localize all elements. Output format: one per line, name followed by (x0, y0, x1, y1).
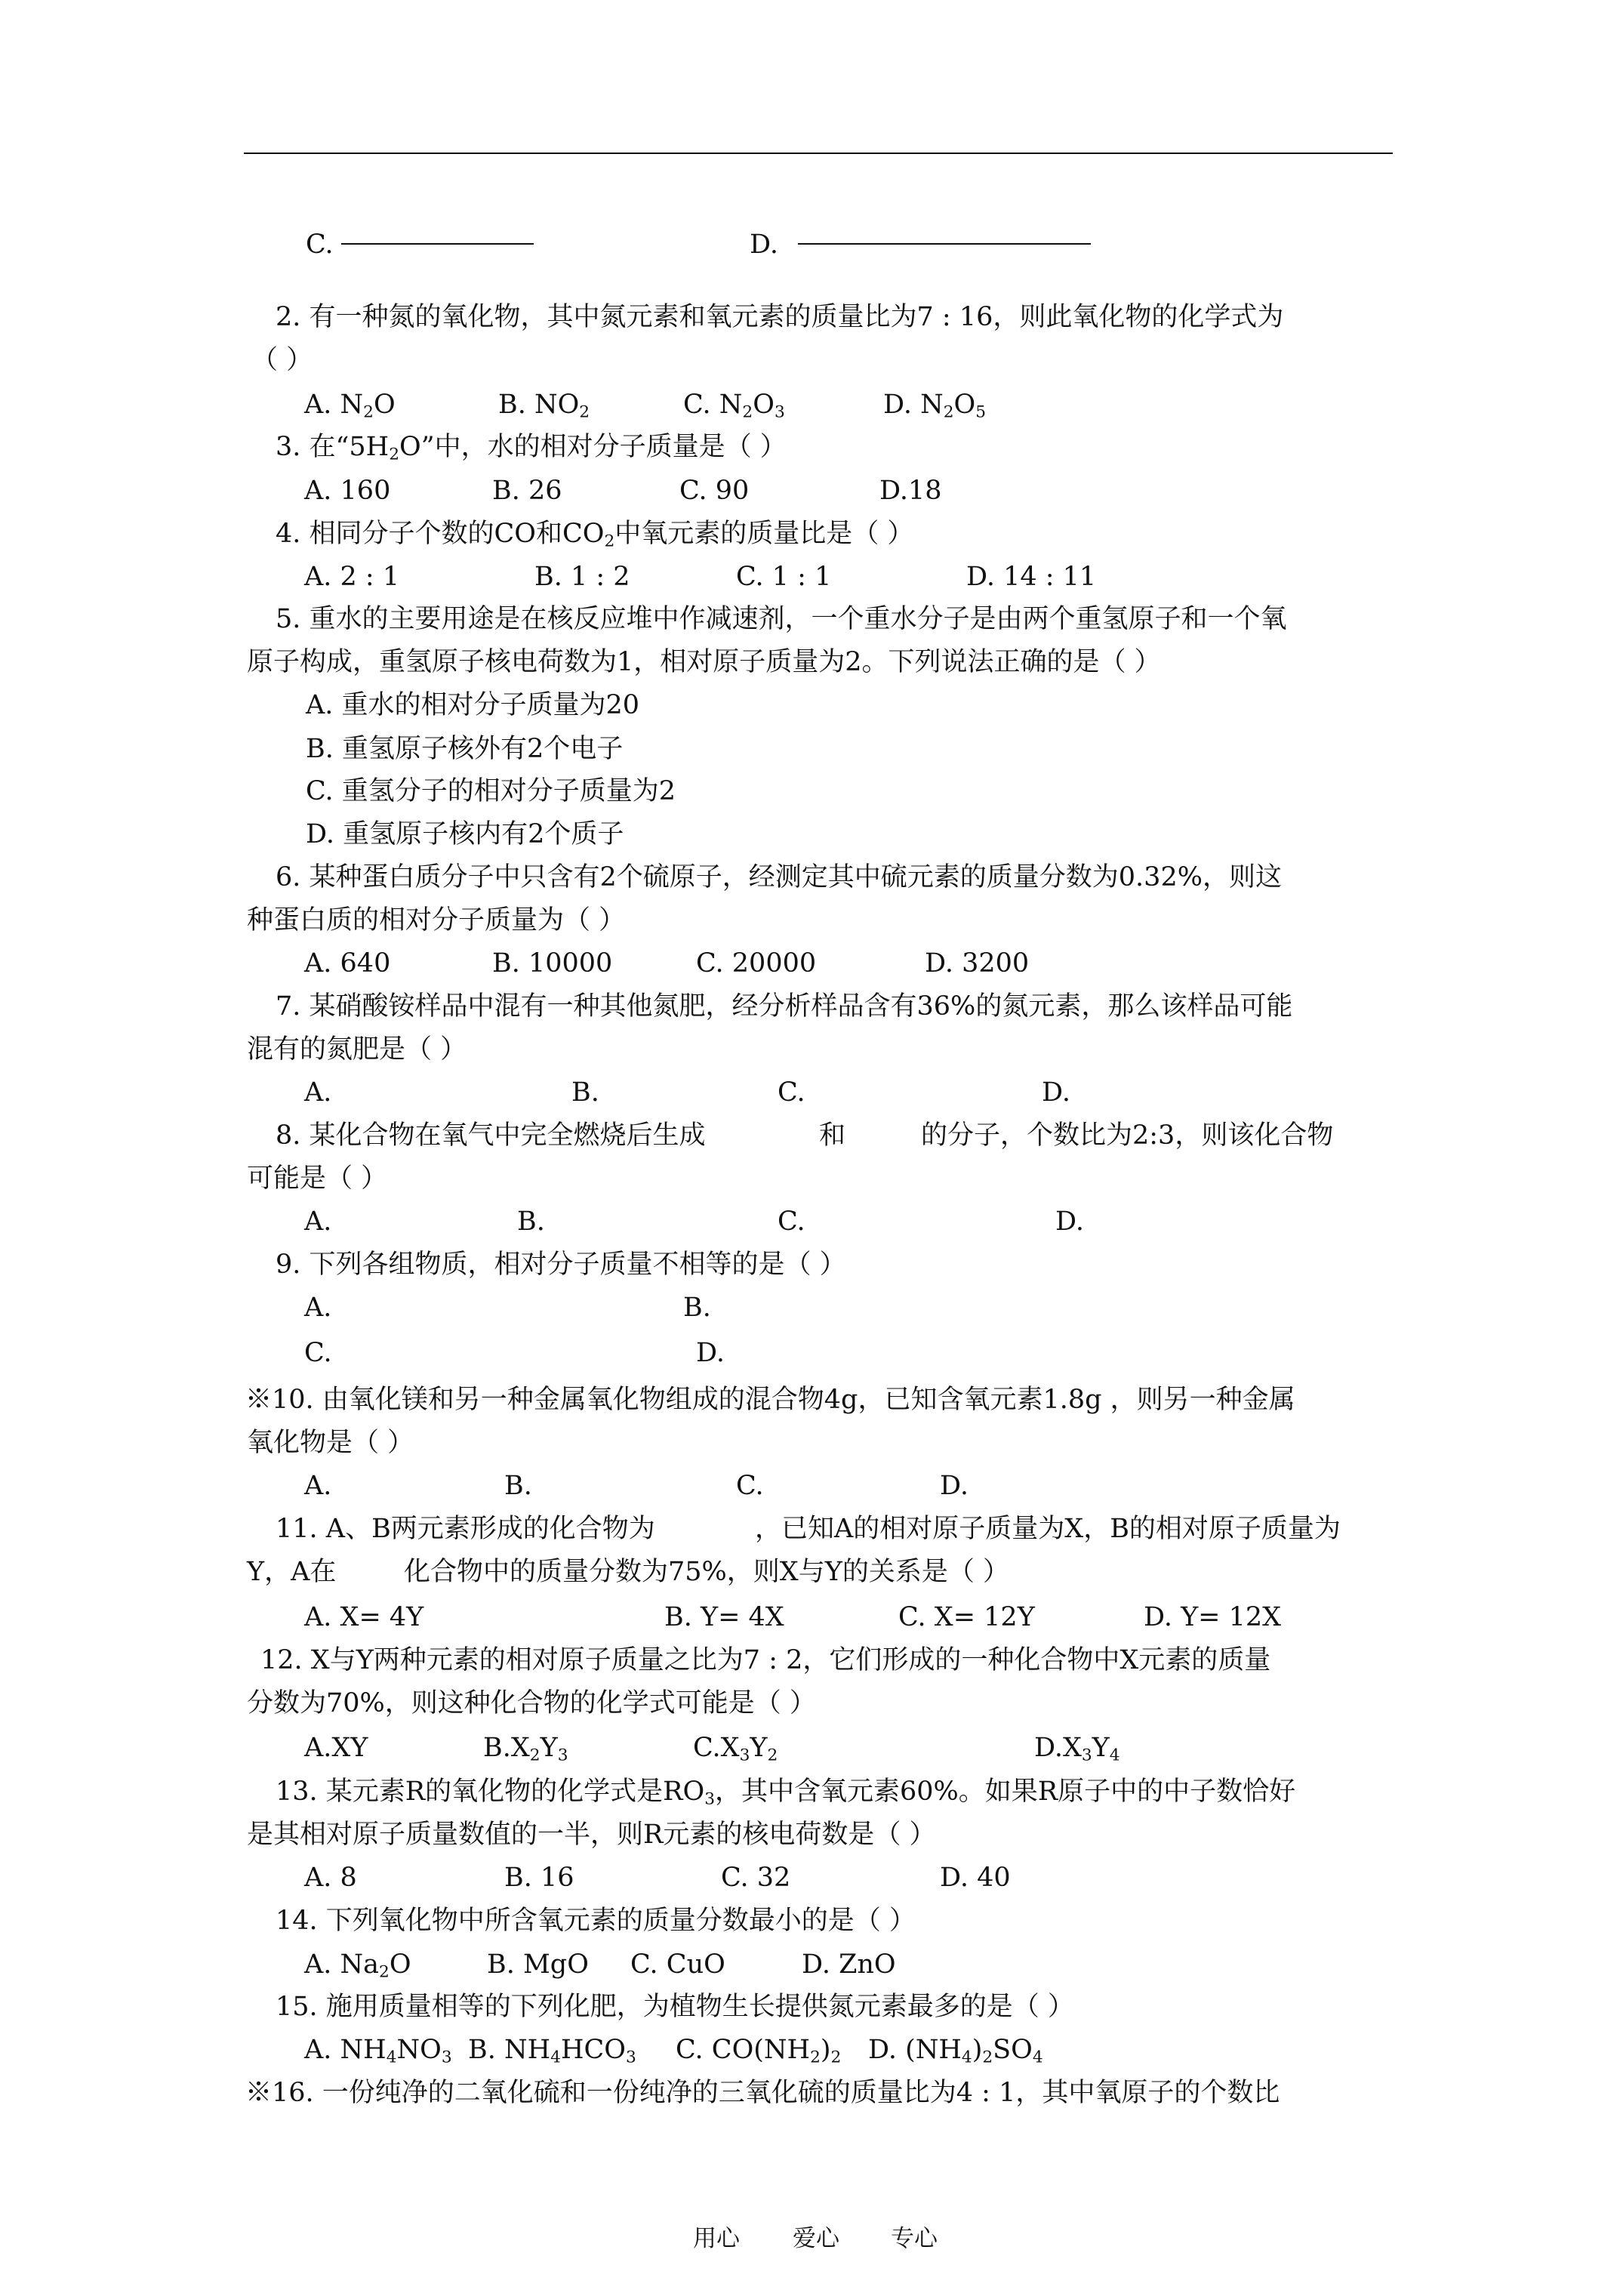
q4-option-c: C. 1 : 1 (736, 562, 832, 592)
footer-text-3: 专心 (891, 2225, 938, 2252)
q6-option-b: B. 10000 (492, 948, 613, 978)
q3-option-d: D.18 (879, 476, 942, 506)
q11-option-a: A. X= 4Y (304, 1602, 424, 1632)
q9-option-c: C. (304, 1338, 332, 1368)
q14-option-b: B. MgO (487, 1949, 589, 1980)
q2-stem-line2: （ ） (251, 345, 313, 375)
q6-option-a: A. 640 (304, 948, 391, 978)
q6-stem-line2: 种蛋白质的相对分子质量为（ ） (247, 905, 626, 935)
footer-text-2: 爱心 (793, 2225, 839, 2252)
q13-option-b: B. 16 (504, 1863, 574, 1893)
q14-stem: 14. 下列氧化物中所含氧元素的质量分数最小的是（ ） (276, 1906, 916, 1936)
q6-stem-line1: 6. 某种蛋白质分子中只含有2个硫原子，经测定其中硫元素的质量分数为0.32%，则这 (276, 862, 1282, 892)
q7-stem-line2: 混有的氮肥是（ ） (247, 1034, 467, 1065)
q6-option-c: C. 20000 (696, 948, 817, 978)
q8-stem-line2: 可能是（ ） (247, 1163, 388, 1194)
q5-stem-line1: 5. 重水的主要用途是在核反应堆中作减速剂，一个重水分子是由两个重氢原子和一个氧 (276, 604, 1287, 634)
q1-option-d: D. (750, 230, 778, 260)
q4-option-d: D. 14 : 11 (966, 562, 1097, 592)
q15-option-d: D. $(NH_4)_2SO_4$ (868, 2035, 1043, 2067)
q14-option-a: A. $Na_2O$ (304, 1949, 411, 1982)
q14-option-d: D. ZnO (802, 1949, 896, 1980)
q2-option-d: D. $N_2O_5$ (883, 390, 987, 422)
q9-stem: 9. 下列各组物质，相对分子质量不相等的是（ ） (276, 1250, 846, 1280)
q11-option-c: C. X= 12Y (898, 1602, 1035, 1632)
q13-stem-line1: 13. 某元素R的氧化物的化学式是$RO_3$，其中含氧元素60%。如果R原子中的中子数恰好 (276, 1777, 1296, 1809)
q3-option-c: C. 90 (679, 476, 750, 506)
q10-option-c: C. (736, 1471, 764, 1501)
q16-stem: ※16. 一份纯净的二氧化硫和一份纯净的三氧化硫的质量比为4 : 1，其中氧原子的个数比 (245, 2078, 1280, 2108)
q7-option-c: C. (778, 1077, 805, 1108)
q7-option-d: D. (1042, 1077, 1070, 1108)
q10-option-b: B. (504, 1471, 532, 1501)
q5-option-a: A. 重水的相对分子质量为20 (306, 690, 640, 720)
q1-option-c-blank (341, 243, 534, 245)
q5-stem-line2: 原子构成，重氢原子核电荷数为1，相对原子质量为2。下列说法正确的是（ ） (247, 647, 1161, 677)
q4-option-b: B. 1 : 2 (534, 562, 630, 592)
q8-option-d: D. (1055, 1207, 1084, 1237)
q1-option-c: C. (306, 230, 334, 260)
q2-stem-line1: 2. 有一种氮的氧化物，其中氮元素和氧元素的质量比为7 : 16，则此氧化物的化学式为 (276, 302, 1284, 332)
q9-option-a: A. (304, 1293, 332, 1323)
document-page: C. D. 2. 有一种氮的氧化物，其中氮元素和氧元素的质量比为7 : 16，则此氧化物的化学式为 （ ） A. $N_2O$ B. $NO_2$ C. $N_2O_3$ D. $N_2O_5$ 3. 在“$5H_2O$”中，水的相对分子质量是（ ） A. 160 B. 26 C. 90 D.18 4. 相同分子个数的CO和$CO_2$中氧元素的质量比是（ ） A. 2 : 1 B. 1 : 2 C. 1 : 1 D. 14 : 11 5. 重水的主要用途是在核反应堆中作减速剂，一个重水分子是由两个重氢原子和一个氧 原子构成，重氢原子核电荷数为1，相对原子质量为2。下列说法正确的是（ ） A. 重水的相对分子质量为20 B. 重氢原子核外有2个电子 C. 重氢分子的相对分子质量为2 D. 重氢原子核内有2个质子 6. 某种蛋白质分子中只含有2个硫原子，经测定其中硫元素的质量分数为0.32%，则这 种蛋白质的相对分子质量为（ ） A. 640 B. 10000 C. 20000 D. 3200 7. 某硝酸铵样品中混有一种其他氮肥，经分析样品含有36%的氮元素，那么该样品可能 混有的氮肥是（ ） A. B. C. D. 8. 某化合物在氧气中完全燃烧后生成 和 的分子，个数比为2:3，则该化合物 可能是（ ） A. B. C. D. 9. 下列各组物质，相对分子质量不相等的是（ ） A. B. C. D. ※10. 由氧化镁和另一种金属氧化物组成的混合物4g，已知含氧元素1.8g ，则另一种金属 氧化物是（ ） A. B. C. D. 11. A、B两元素形成的化合物为 ，已知A的相对原子质量为X，B的相对原子质量为 Y，A在 化合物中的质量分数为75%，则X与Y的关系是（ ） A. X= 4Y B. Y= 4X C. X= 12Y D. Y= 12X 12. X与Y两种元素的相对原子质量之比为7 : 2，它们形成的一种化合物中X元素的质量 分数为70%，则这种化合物的化学式可能是（ ） A.XY $B.X_2Y_3$ $C.X_3Y_2$ $D.X_3Y_4$ 13. 某元素R的氧化物的化学式是$RO_3$，其中含氧元素60%。如果R原子中的中子数恰好 是其相对原子质量数值的一半，则R元素的核电荷数是（ ） A. 8 B. 16 C. 32 D. 40 14. 下列氧化物中所含氧元素的质量分数最小的是（ ） A. $Na_2O$ B. MgO C. CuO D. ZnO 15. 施用质量相等的下列化肥，为植物生长提供氮元素最多的是（ ） A. $NH_4NO_3$ B. $NH_4HCO_3$ C. $CO(NH_2)_2$ D. $(NH_4)_2SO_4$ ※16. 一份纯净的二氧化硫和一份纯净的三氧化硫的质量比为4 : 1，其中氧原子的个数比 用心 爱心 专心 (0, 0, 1623, 2296)
q15-option-a: A. $NH_4NO_3$ (304, 2035, 452, 2067)
q9-option-b: B. (683, 1293, 711, 1323)
q14-option-c: C. CuO (630, 1949, 725, 1980)
q3-option-b: B. 26 (492, 476, 562, 506)
q5-option-b: B. 重氢原子核外有2个电子 (306, 734, 624, 764)
q15-option-c: C. $CO(NH_2)_2$ (676, 2035, 842, 2067)
q8-option-b: B. (517, 1207, 545, 1237)
header-rule (244, 153, 1393, 154)
footer-text-1: 用心 (693, 2225, 740, 2252)
q8-option-c: C. (778, 1207, 805, 1237)
q7-option-b: B. (571, 1077, 599, 1108)
q13-option-c: C. 32 (721, 1863, 791, 1893)
q11-option-d: D. Y= 12X (1144, 1602, 1282, 1632)
q7-option-a: A. (304, 1077, 332, 1108)
q10-stem-line2: 氧化物是（ ） (247, 1428, 414, 1458)
q12-option-a: A.XY (304, 1733, 368, 1763)
q2-option-a: A. $N_2O$ (304, 390, 396, 422)
q10-option-a: A. (304, 1471, 332, 1501)
q8-option-a: A. (304, 1207, 332, 1237)
q12-option-b: $B.X_2Y_3$ (483, 1733, 568, 1765)
q1-option-d-blank (798, 243, 1091, 245)
q12-stem-line1: 12. X与Y两种元素的相对原子质量之比为7 : 2，它们形成的一种化合物中X元素的质量 (260, 1645, 1271, 1675)
q7-stem-line1: 7. 某硝酸铵样品中混有一种其他氮肥，经分析样品含有36%的氮元素，那么该样品可能 (276, 991, 1293, 1022)
q5-option-d: D. 重氢原子核内有2个质子 (306, 819, 624, 849)
q11-option-b: B. Y= 4X (664, 1602, 784, 1632)
q5-option-c: C. 重氢分子的相对分子质量为2 (306, 776, 676, 806)
q13-stem-line2: 是其相对原子质量数值的一半，则R元素的核电荷数是（ ） (247, 1820, 936, 1850)
q4-option-a: A. 2 : 1 (304, 562, 400, 592)
q15-stem: 15. 施用质量相等的下列化肥，为植物生长提供氮元素最多的是（ ） (276, 1992, 1074, 2022)
q12-stem-line2: 分数为70%，则这种化合物的化学式可能是（ ） (247, 1688, 816, 1718)
q15-option-b: B. $NH_4HCO_3$ (468, 2035, 636, 2067)
q3-option-a: A. 160 (304, 476, 391, 506)
q13-option-a: A. 8 (304, 1863, 357, 1893)
q6-option-d: D. 3200 (925, 948, 1030, 978)
q3-stem: 3. 在“$5H_2O$”中，水的相对分子质量是（ ） (276, 432, 787, 464)
q4-stem: 4. 相同分子个数的CO和$CO_2$中氧元素的质量比是（ ） (276, 519, 914, 551)
q12-option-c: $C.X_3Y_2$ (693, 1733, 778, 1765)
q13-option-d: D. 40 (940, 1863, 1011, 1893)
q10-stem-line1: ※10. 由氧化镁和另一种金属氧化物组成的混合物4g，已知含氧元素1.8g ，则另一种金属 (245, 1385, 1295, 1415)
q9-option-d: D. (696, 1338, 725, 1368)
q2-option-b: B. $NO_2$ (498, 390, 590, 422)
q12-option-d: $D.X_3Y_4$ (1034, 1733, 1120, 1765)
q2-option-c: C. $N_2O_3$ (683, 390, 785, 422)
q10-option-d: D. (940, 1471, 969, 1501)
